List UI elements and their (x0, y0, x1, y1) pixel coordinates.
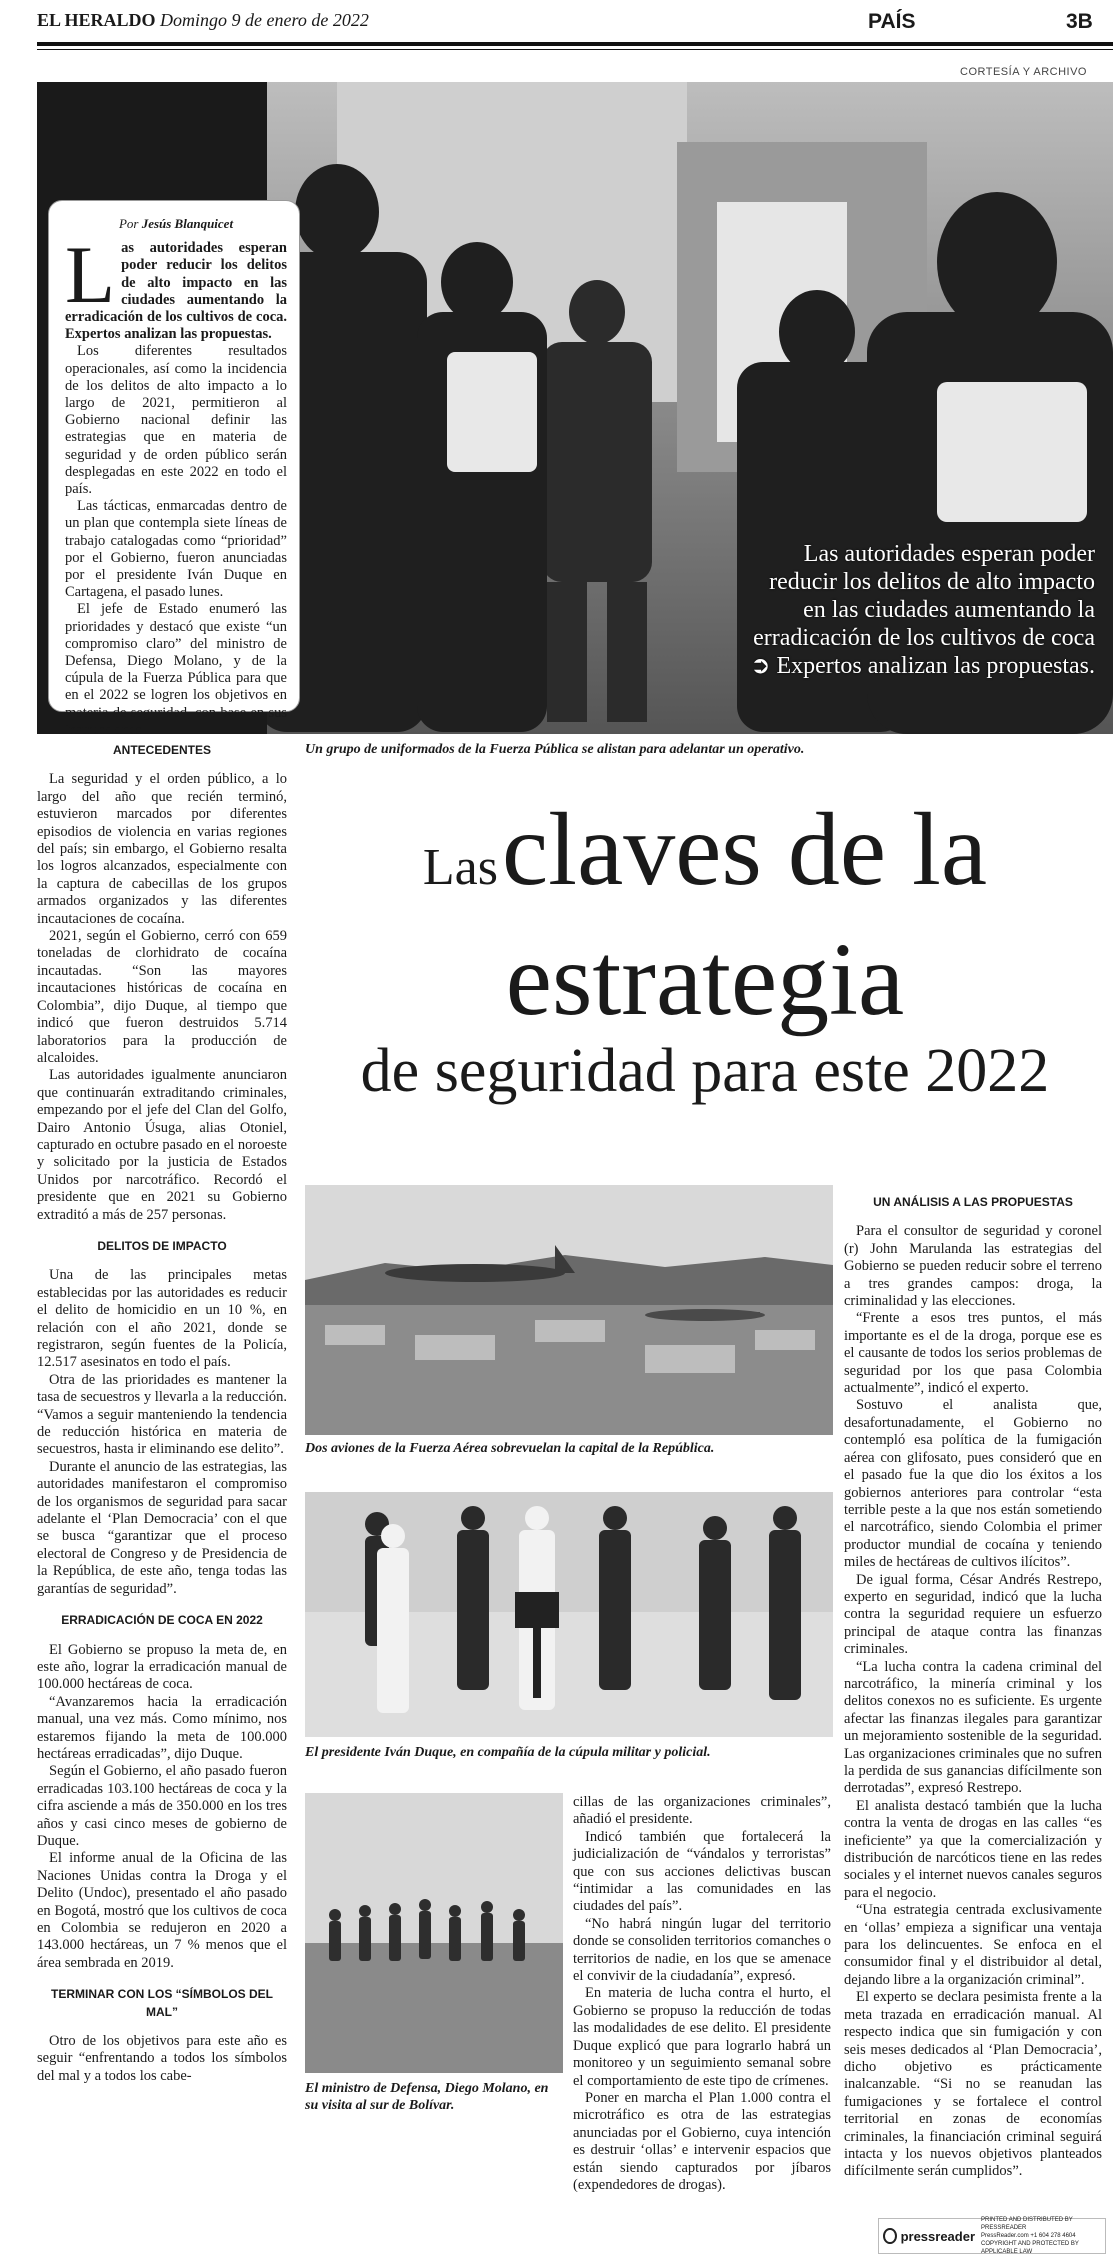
paragraph: El informe anual de la Oficina de las Naciones Unidas contra la Droga y el Delito (Undoc), presentado el año pasado en Bogotá, mostró que los cultivos de coca en Colombia se redujeron en 2020 a 143.000 hectáreas, un 7 % menos que el área sembrada en 2019. (37, 1850, 287, 1971)
column-left (37, 736, 287, 2156)
planes-caption: Dos aviones de la Fuerza Aérea sobrevuelan la capital de la República. (305, 1441, 715, 1456)
paper-name: EL HERALDO (37, 10, 156, 30)
paragraph: Las autoridades igualmente anunciaron que continuarán extraditando criminales, empezando por el jefe del Clan del Golfo, Dairo Antonio Úsuga, alias Otoniel, capturado en octubre pasado en el noroeste y solicitado por la justicia de Estados Unidos por narcotráfico. Recordó el presidente que en 2021 su Gobierno extraditó a más de 257 personas. (37, 1067, 287, 1223)
paragraph: Durante el anuncio de las estrategias, las autoridades manifestaron el compromiso de los organismos de seguridad para sacar adelante el ‘Plan Democracia’ con el que se busca “garantizar que el proceso electoral de Congreso y de Presidencia de la República, de este año, tenga todas las garantías de seguridad”. (37, 1458, 287, 1597)
molano-caption: El ministro de Defensa, Diego Molano, en su visita al sur de Bolívar. (305, 2081, 549, 2113)
photo-credit: CORTESÍA Y ARCHIVO (960, 66, 1087, 78)
masthead (37, 10, 369, 31)
paragraph: En materia de lucha contra el hurto, el Gobierno se propuso la reducción de todas las modalidades de ese delito. El presidente Duque explicó que para lograrlo habrá un monitoreo y un seguimiento semanal sobre el comportamiento de este tipo de crímenes. (573, 1985, 831, 2089)
section-name: PAÍS (868, 10, 916, 33)
paragraph: Poner en marcha el Plan 1.000 contra el microtráfico es otra de las estrategias anunciadas por el Gobierno, cuya intención es destruir ‘ollas’ e intervenir espacios que están siendo capturados por jíbaros (expendedores de drogas). (573, 2089, 831, 2193)
paragraph: Una de las principales metas establecidas por las autoridades es reducir el delito de homicidio en un 10 %, en relación con el año 2021, donde se registraron, según fuentes de la Policía, 12.517 asesinatos en todo el país. (37, 1267, 287, 1371)
headline (310, 792, 1100, 1105)
planes-photo (305, 1185, 833, 1435)
column-right (844, 1188, 1102, 2198)
footer-line: COPYRIGHT AND PROTECTED BY APPLICABLE LAW (981, 2241, 1079, 2255)
paragraph: La seguridad y el orden público, a lo largo del año que recién terminó, estuvieron marcados por diferentes episodios de violencia en varias regiones del país; sin embargo, el Gobierno resalta los logros alcanzados, especialmente con la captura de cabecillas de los grupos armados organizados y las diferentes incautaciones de cocaína. (37, 771, 287, 927)
pressreader-footer (878, 2218, 1106, 2254)
intro-lead: as autoridades esperan poder reducir los delitos de alto impacto en las ciudades aumentando la erradicación de los cultivos de coca. Expertos analizan las propuestas. (65, 240, 287, 343)
hero-overlay-text: Las autoridades esperan poder reducir los delitos de alto impacto en las ciudades aumentando la erradicación de los cultivos de coca ➲ Expertos analizan las propuestas. (750, 541, 1095, 679)
subhead-analisis: UN ANÁLISIS A LAS PROPUESTAS (873, 1195, 1073, 1209)
paragraph: El Gobierno se propuso la meta de, en este año, lograr la erradicación manual de 100.000 hectáreas de coca. (37, 1641, 287, 1693)
intro-paragraph: Los diferentes resultados operacionales, así como la incidencia de los delitos de alto impacto a lo largo de 2021, permitieron al Gobierno nacional definir las estrategias que en materia de seguridad y de orden público serán desplegadas en este 2022 en todo el país. (65, 343, 287, 498)
headline-line1: claves de la (502, 792, 988, 907)
paragraph: “La lucha contra la cadena criminal del narcotráfico, la minería criminal y los delitos conexos no es suficiente. Es urgente afectar las finanzas ilegales para garantizar un mejoramiento sostenible de la seguridad. Las organizaciones criminales que no sufren la perdida de sus ganancias difícilmente son derrotadas”, expresó Restrepo. (844, 1658, 1102, 1797)
intro-paragraph: El jefe de Estado enumeró las prioridades y destacó que existe “un compromiso claro” del ministro de Defensa, Diego Molano, y de la cúpula de la Fuerza Pública para que en el 2022 se logren los objetivos en materia de seguridad, con base en sus instrucciones. (65, 601, 287, 738)
headline-line3: de seguridad para este 2022 (360, 1037, 1050, 1105)
paragraph: Otra de las prioridades es mantener la tasa de secuestros y llevarla a la reducción. “Vamos a seguir manteniendo la tendencia de reducción histórica en materia de secuestros, hasta ir eliminando ese delito”. (37, 1371, 287, 1458)
paragraph: “Una estrategia centrada exclusivamente en ‘ollas’ empieza a significar una ventaja para los delincuentes. Se enfoca en el consumidor final y el distribuidor al detal, dejando libre a la organización criminal”. (844, 1902, 1102, 1988)
subhead-antecedentes: ANTECEDENTES (112, 743, 211, 757)
pressreader-brand: pressreader (900, 2228, 976, 2244)
paragraph: “No habrá ningún lugar del territorio donde se consoliden territorios comanches o territorios de nadie, en los que se amenace el convivir de la ciudadanía”, expresó. (573, 1915, 831, 1985)
column-middle (573, 1794, 831, 2194)
page-number: 3B (1066, 10, 1093, 33)
paragraph: Para el consultor de seguridad y coronel (r) John Marulanda las estrategias del Gobierno se pueden reducir sobre el terreno a tres grandes campos: droga, la criminalidad y las elecciones. (844, 1223, 1102, 1310)
byline-prefix: Por (118, 216, 139, 231)
paragraph: Según el Gobierno, el año pasado fueron erradicadas 103.100 hectáreas de coca y la cifra asciende a más de 350.000 en los tres años y casi cinco meses de gobierno de Duque. (37, 1763, 287, 1849)
paragraph: El analista destacó también que la lucha contra la venta de drogas en las calles “es ineficiente” ya que la comercialización y distribución de narcóticos tiene en las redes sociales y el internet nuevos canales seguros para el negocio. (844, 1797, 1102, 1901)
paragraph: El experto se declara pesimista frente a la meta trazada en erradicación manual. Al respecto indica que sin fumigación y con seis meses dedicados al ‘Plan Democracia’, dicho objetivo es prácticamente inalcanzable. “Si no se reanudan las fumigaciones y se fortalece el control territorial en zonas de economías criminales, la financiación criminal seguirá intacta y los nuevos objetivos planteados difícilmente serán cumplidos”. (844, 1989, 1102, 2180)
subhead-delitos: DELITOS DE IMPACTO (97, 1238, 227, 1253)
intro-box (48, 200, 300, 738)
duque-photo (305, 1492, 833, 1737)
issue-date: Domingo 9 de enero de 2022 (160, 10, 369, 30)
paragraph: De igual forma, César Andrés Restrepo, experto en seguridad, indicó que la lucha contra la seguridad requiere un esfuerzo principal de ataque contra las finanzas criminales. (844, 1571, 1102, 1658)
footer-line: PRINTED AND DISTRIBUTED BY PRESSREADER (981, 2217, 1073, 2231)
intro-paragraph: Las tácticas, enmarcadas dentro de un plan que contempla siete líneas de trabajo catalogadas como “prioridad” por el Gobierno, fueron anunciadas por el presidente Iván Duque en Cartagena, el pasado lunes. (65, 498, 287, 601)
molano-photo (305, 1793, 563, 2073)
paragraph: Sostuvo el analista que, desafortunadamente, el Gobierno no contempló esa política de la fumigación aérea con glifosato, pues consideró que en el pasado fue la que dio los éxitos a los gobiernos anteriores para controlar “esta terrible peste a la que nos están sometiendo el narcotráfico, siendo Colombia el primer productor mundial de cocaína y teniendo miles de hectáreas de cultivos ilícitos”. (844, 1397, 1102, 1571)
header-rule (37, 42, 1113, 46)
subhead-erradicacion: ERRADICACIÓN DE COCA EN 2022 (61, 1613, 263, 1628)
hero-caption: Un grupo de uniformados de la Fuerza Pública se alistan para adelantar un operativo. (305, 742, 805, 757)
subhead-simbolos: TERMINAR CON LOS “SÍMBOLOS DEL MAL” (51, 1987, 273, 2019)
duque-caption: El presidente Iván Duque, en compañía de la cúpula militar y policial. (305, 1745, 711, 1760)
footer-line: PressReader.com +1 604 278 4604 (981, 2233, 1076, 2239)
header-rule-thin (37, 49, 1113, 50)
paragraph: “Avanzaremos hacia la erradicación manual, una vez más. Como mínimo, nos estaremos fijando la meta de 100.000 hectáreas erradicadas”, dijo Duque. (37, 1693, 287, 1762)
paragraph: Otro de los objetivos para este año es seguir “enfrentando a todos los símbolos del mal y a todos los cabe- (37, 2033, 287, 2084)
headline-line2: estrategia (505, 922, 905, 1037)
paragraph: Indicó también que fortalecerá la judicialización de “vándalos y terroristas” que con sus acciones delictivas buscan “intimidar a las comunidades en las ciudades del país”. (573, 1828, 831, 1915)
paragraph: 2021, según el Gobierno, cerró con 659 toneladas de clorhidrato de cocaína incautadas. “Son las mayores incautaciones históricas de cocaína en Colombia”, dijo Duque, al tiempo que indicó que fueron destruidos 5.714 laboratorios para la producción de alcaloides. (37, 928, 287, 1066)
byline-author: Jesús Blanquicet (141, 216, 234, 231)
headline-small: Las (422, 839, 499, 896)
pressreader-logo-icon (883, 2228, 897, 2244)
paragraph: cillas de las organizaciones criminales”, añadió el presidente. (573, 1794, 831, 1828)
drop-cap: L (65, 229, 116, 321)
paragraph: “Frente a esos tres puntos, el más importante es el de la droga, porque ese es el causante de todos los serios problemas de seguridad por los que pasa Colombia actualmente”, indicó el experto. (844, 1310, 1102, 1397)
